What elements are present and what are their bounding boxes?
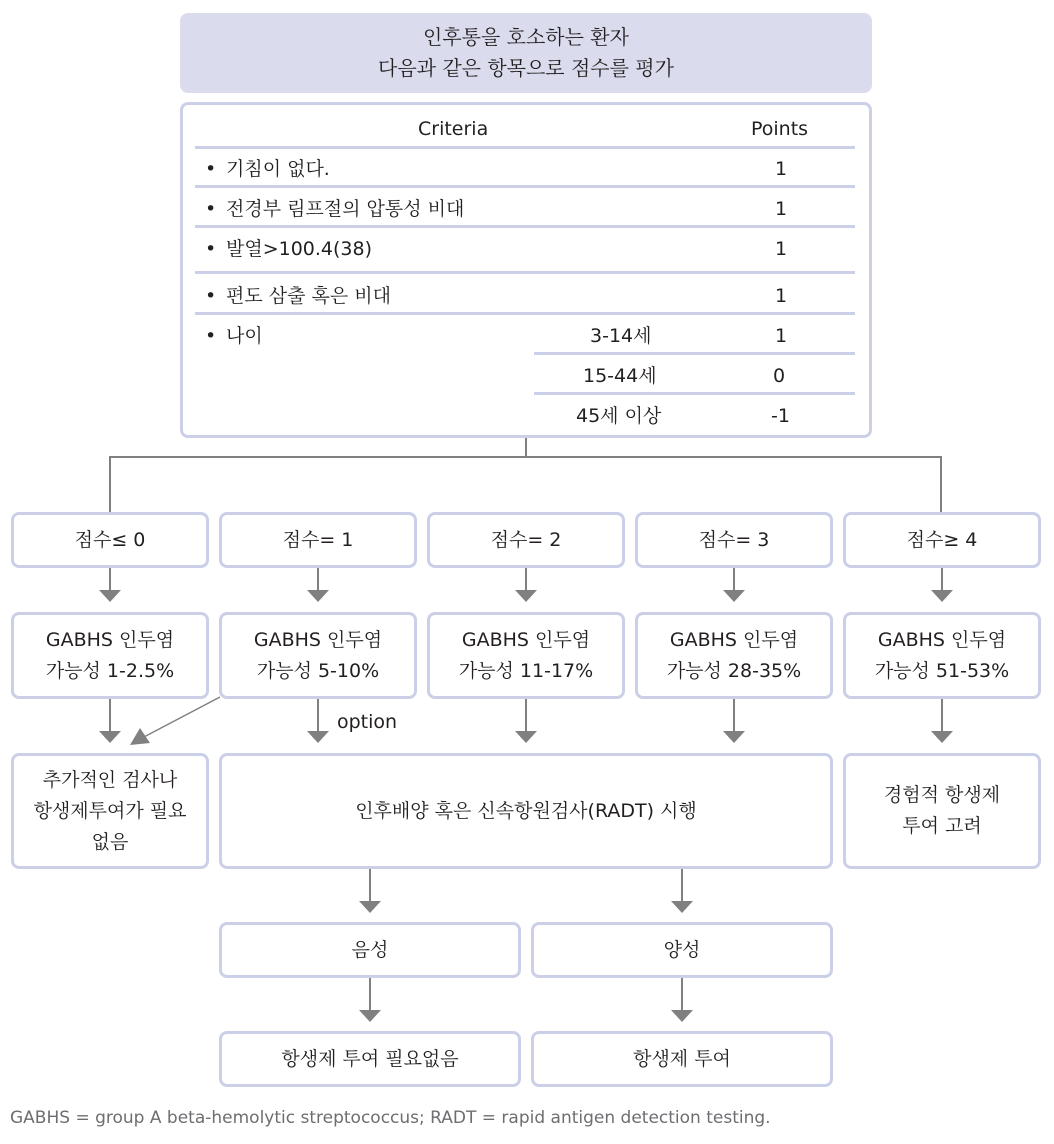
- negative-result-node: [219, 922, 521, 978]
- age-range: 15-44세: [583, 365, 657, 387]
- criteria-label: 기침이 없다.: [226, 158, 330, 180]
- score-label: 점수= 3: [698, 528, 770, 551]
- connector-line: [369, 978, 371, 1010]
- connector-line: [681, 869, 683, 901]
- action-line-2: 투여 고려: [902, 815, 982, 837]
- criteria-label: 나이: [226, 325, 263, 347]
- score-label: 점수= 2: [490, 528, 562, 551]
- arrow-down-icon: [359, 901, 381, 913]
- criteria-points: 1: [775, 238, 788, 260]
- outcome-label: 항생제 투여: [633, 1047, 731, 1070]
- action-line-2: 항생제투여가 필요: [33, 799, 187, 822]
- criteria-label: 발열>100.4(38): [226, 238, 373, 260]
- bullet: •: [205, 325, 217, 347]
- probability-line-2: 가능성 51-53%: [874, 659, 1010, 682]
- header-box: [180, 13, 872, 93]
- no-test-node: [11, 753, 209, 869]
- probability-line-2: 가능성 11-17%: [458, 659, 594, 682]
- probability-line-1: GABHS 인두염: [669, 628, 799, 651]
- score-node-1: [219, 512, 417, 568]
- probability-node: [427, 612, 625, 699]
- divider: [534, 352, 855, 355]
- connector-line: [109, 699, 111, 731]
- arrow-down-icon: [723, 590, 745, 602]
- score-node-2: [427, 512, 625, 568]
- arrow-down-icon: [99, 731, 121, 743]
- connector-line: [317, 568, 319, 590]
- no-antibiotic-node: [219, 1031, 521, 1087]
- score-node-le0: [11, 512, 209, 568]
- arrow-down-icon: [359, 1010, 381, 1022]
- probability-line-1: GABHS 인두염: [45, 628, 175, 651]
- bullet: •: [205, 198, 217, 220]
- connector-line: [525, 699, 527, 731]
- arrow-down-icon: [723, 731, 745, 743]
- header-line-2: 다음과 같은 항목으로 점수를 평가: [378, 56, 674, 80]
- age-points: 0: [773, 365, 786, 387]
- probability-node: [843, 612, 1041, 699]
- points-header: Points: [751, 118, 809, 140]
- criteria-points: 1: [775, 285, 788, 307]
- connector-line: [940, 456, 942, 512]
- action-line-3: 없음: [91, 830, 129, 853]
- connector-line: [317, 699, 319, 731]
- connector-line: [369, 869, 371, 901]
- option-label: option: [337, 711, 398, 733]
- diagonal-arrow-icon: [120, 690, 230, 750]
- criteria-label: 전경부 림프절의 압통성 비대: [226, 198, 465, 220]
- probability-line-1: GABHS 인두염: [253, 628, 383, 651]
- score-node-3: [635, 512, 833, 568]
- score-label: 점수≥ 4: [906, 528, 978, 551]
- probability-node: [11, 612, 209, 699]
- probability-node: [635, 612, 833, 699]
- bullet: •: [205, 285, 217, 307]
- connector-line: [109, 456, 942, 458]
- test-label: 인후배양 혹은 신속항원검사(RADT) 시행: [355, 799, 697, 822]
- criteria-points: 1: [775, 158, 788, 180]
- probability-line-2: 가능성 1-2.5%: [45, 659, 175, 682]
- arrow-down-icon: [671, 1010, 693, 1022]
- arrow-down-icon: [671, 901, 693, 913]
- connector-line: [525, 568, 527, 590]
- probability-line-2: 가능성 28-35%: [666, 659, 802, 682]
- age-range: 3-14세: [590, 325, 652, 347]
- connector-line: [681, 978, 683, 1010]
- divider: [195, 185, 855, 188]
- result-label: 음성: [351, 938, 389, 961]
- score-node-ge4: [843, 512, 1041, 568]
- probability-line-2: 가능성 5-10%: [256, 659, 380, 682]
- age-range: 45세 이상: [576, 405, 662, 427]
- antibiotic-node: [531, 1031, 833, 1087]
- criteria-table: [180, 102, 872, 438]
- divider: [534, 392, 855, 395]
- arrow-down-icon: [307, 590, 329, 602]
- arrow-down-icon: [931, 590, 953, 602]
- action-line-1: 추가적인 검사나: [42, 768, 178, 791]
- footnote: GABHS = group A beta-hemolytic streptococcus; RADT = rapid antigen detection testing.: [10, 1108, 771, 1128]
- divider: [195, 225, 855, 228]
- connector-line: [941, 568, 943, 590]
- positive-result-node: [531, 922, 833, 978]
- arrow-down-icon: [515, 731, 537, 743]
- arrow-down-icon: [931, 731, 953, 743]
- result-label: 양성: [663, 938, 701, 961]
- divider: [195, 271, 855, 274]
- divider: [195, 146, 855, 149]
- criteria-label: 편도 삼출 혹은 비대: [226, 285, 391, 307]
- connector-line: [733, 568, 735, 590]
- connector-line: [941, 699, 943, 731]
- outcome-label: 항생제 투여 필요없음: [281, 1047, 459, 1070]
- probability-line-1: GABHS 인두염: [461, 628, 591, 651]
- connector-line: [109, 456, 111, 512]
- age-points: 1: [775, 325, 788, 347]
- criteria-points: 1: [775, 198, 788, 220]
- divider: [195, 312, 855, 315]
- probability-node: [219, 612, 417, 699]
- empiric-antibiotic-node: [843, 753, 1041, 869]
- score-label: 점수= 1: [282, 528, 354, 551]
- age-points: -1: [771, 405, 790, 427]
- connector-line: [733, 699, 735, 731]
- score-label: 점수≤ 0: [74, 528, 146, 551]
- probability-line-1: GABHS 인두염: [877, 628, 1007, 651]
- arrow-down-icon: [515, 590, 537, 602]
- bullet: •: [205, 238, 217, 260]
- connector-line: [525, 438, 527, 457]
- bullet: •: [205, 158, 217, 180]
- arrow-down-icon: [99, 590, 121, 602]
- criteria-header: Criteria: [418, 118, 489, 140]
- header-line-1: 인후통을 호소하는 환자: [423, 25, 629, 49]
- action-line-1: 경험적 항생제: [883, 784, 1001, 806]
- arrow-down-icon: [307, 731, 329, 743]
- connector-line: [109, 568, 111, 590]
- test-node: [219, 753, 833, 869]
